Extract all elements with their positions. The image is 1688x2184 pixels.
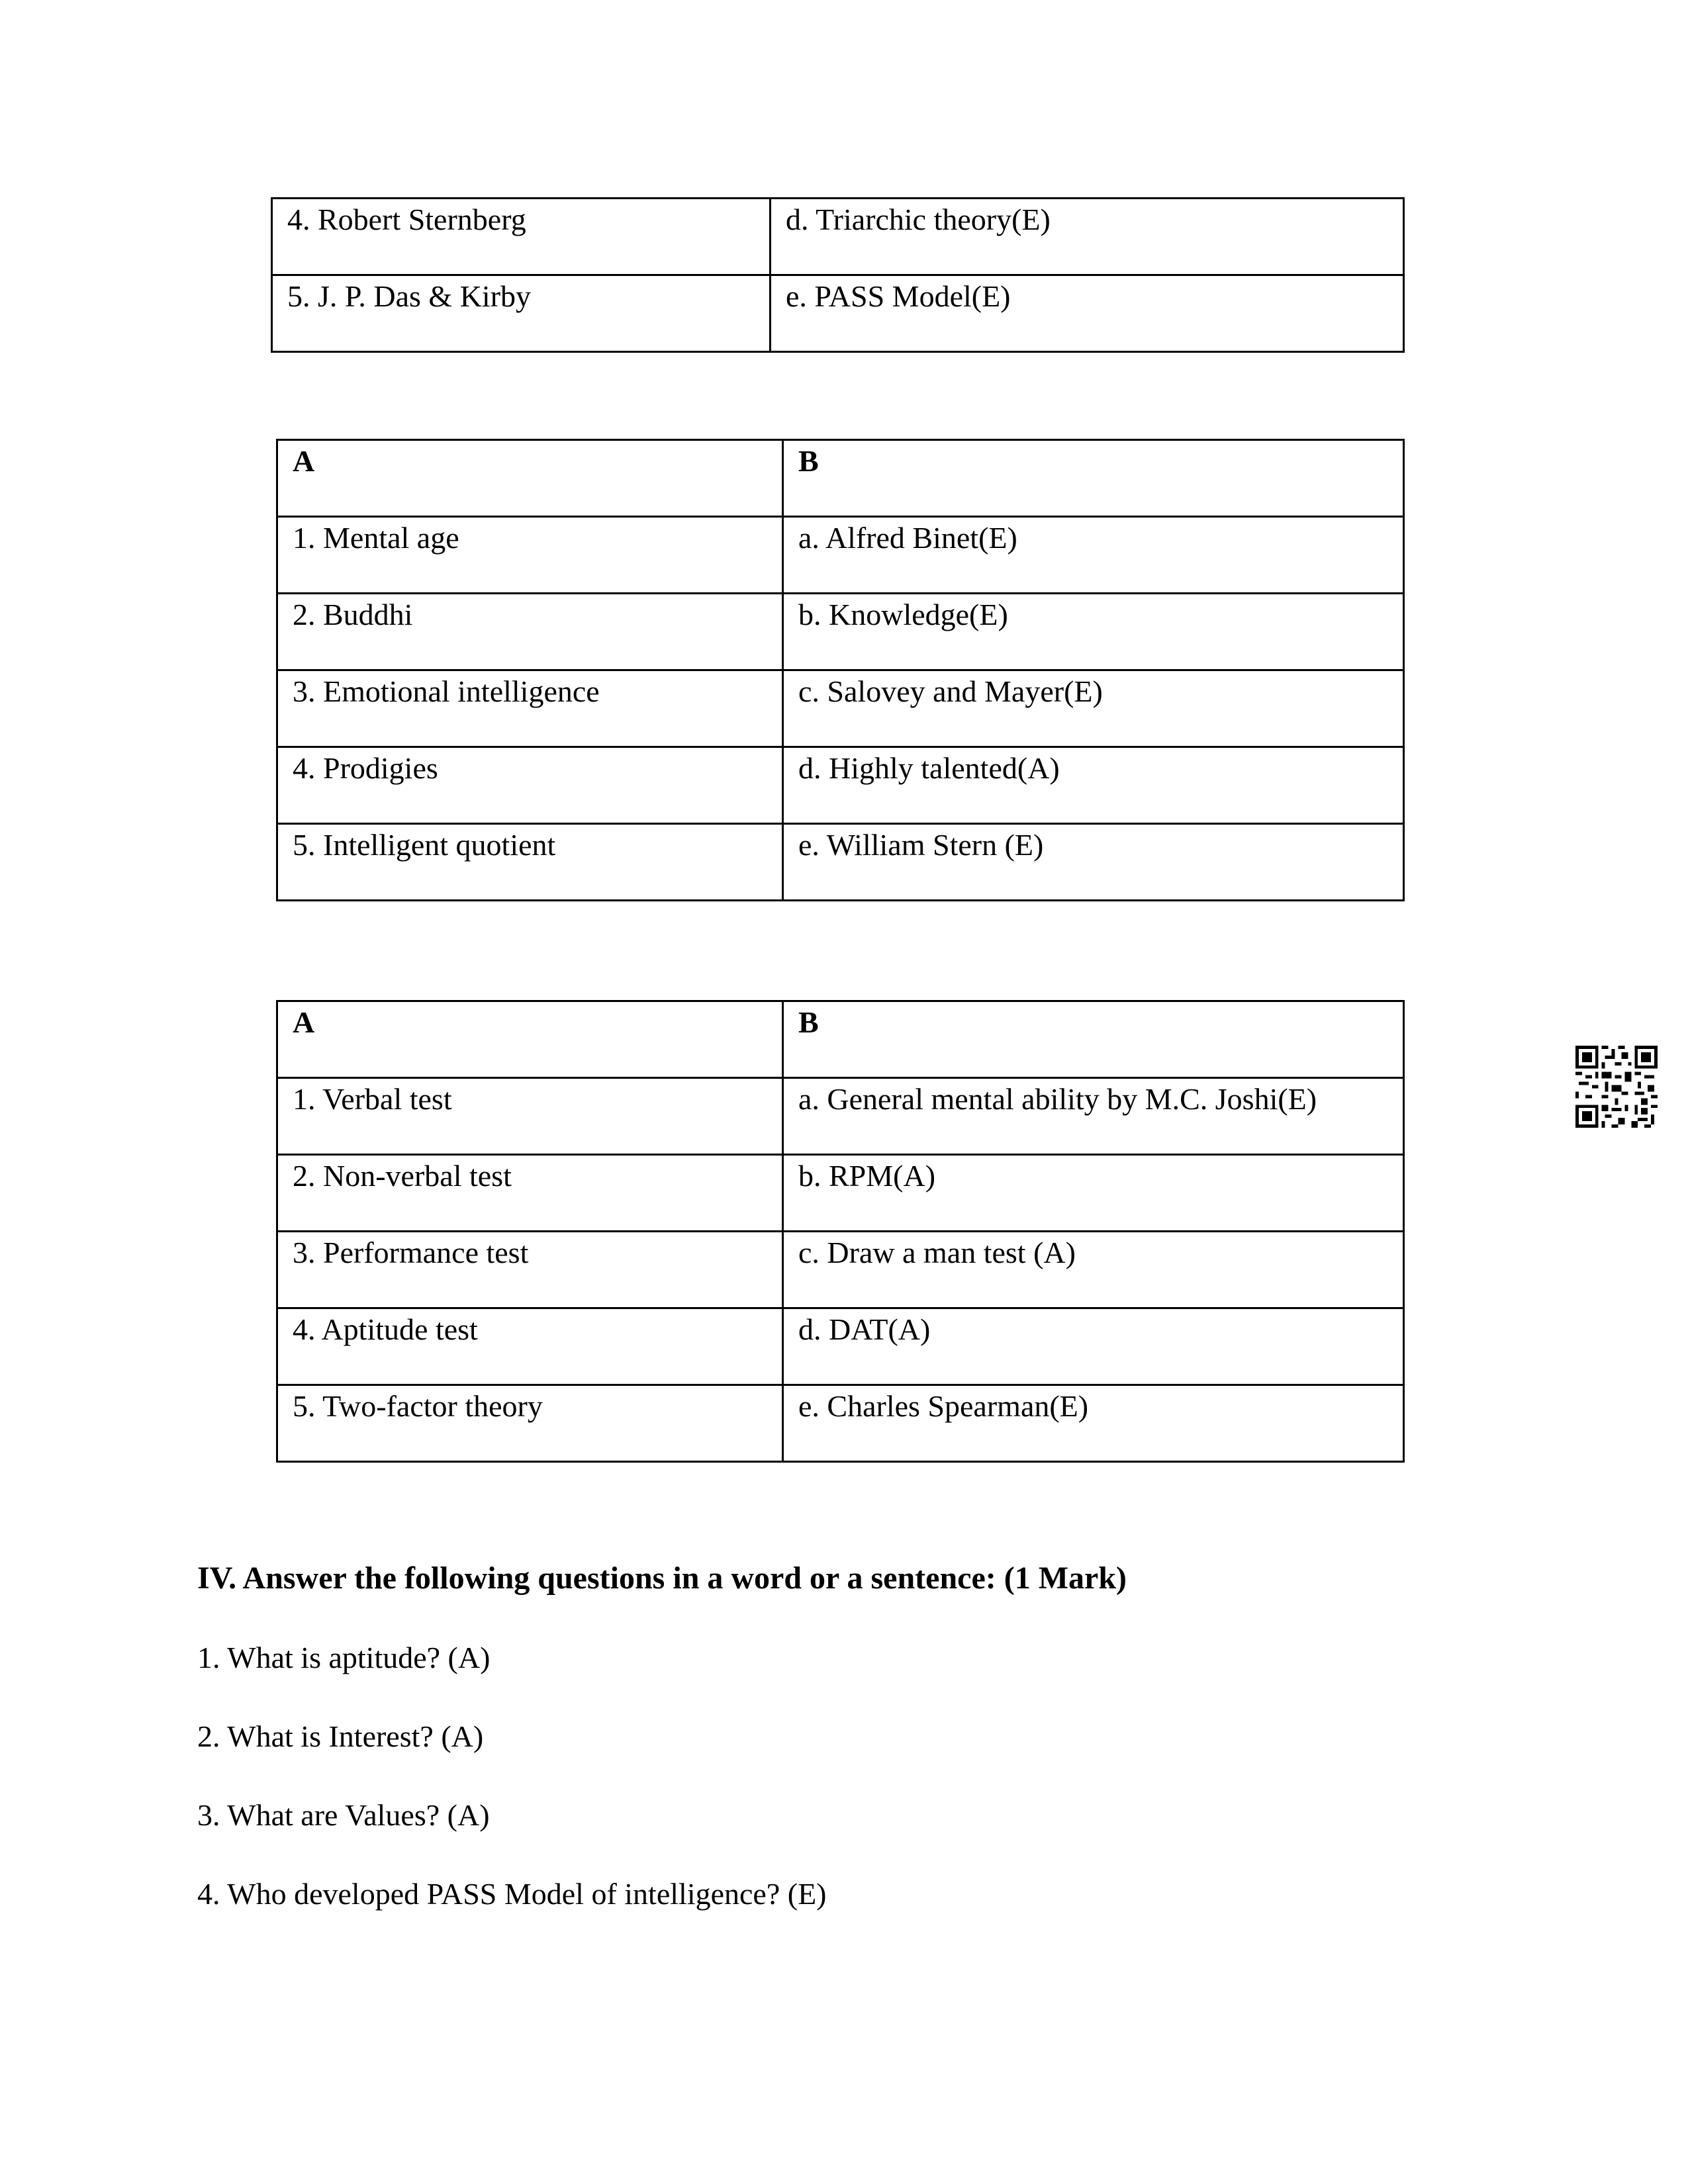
table-row bbox=[277, 1078, 1404, 1155]
table-row bbox=[277, 670, 1404, 747]
table-cell: 5. J. P. Das & Kirby bbox=[272, 275, 771, 352]
table-row bbox=[277, 747, 1404, 824]
table-row bbox=[277, 1385, 1404, 1462]
table-row bbox=[272, 199, 1404, 275]
question-item: 3. What are Values? (A) bbox=[197, 1798, 490, 1832]
table-row bbox=[277, 517, 1404, 594]
table-cell: e. Charles Spearman(E) bbox=[783, 1385, 1404, 1462]
column-header-b: B bbox=[783, 440, 1404, 517]
match-table-1 bbox=[271, 197, 1405, 353]
table-cell: b. RPM(A) bbox=[783, 1155, 1404, 1232]
question-item: 4. Who developed PASS Model of intelligence? (E) bbox=[197, 1877, 827, 1911]
table-cell: 3. Emotional intelligence bbox=[277, 670, 783, 747]
table-row bbox=[277, 594, 1404, 670]
match-table-2 bbox=[276, 439, 1405, 901]
table-header-row bbox=[277, 1001, 1404, 1078]
table-cell: d. Highly talented(A) bbox=[783, 747, 1404, 824]
table-header-row bbox=[277, 440, 1404, 517]
table-cell: 3. Performance test bbox=[277, 1232, 783, 1308]
table-row bbox=[277, 1155, 1404, 1232]
table-row bbox=[272, 275, 1404, 352]
table-cell: 4. Prodigies bbox=[277, 747, 783, 824]
match-table-3 bbox=[276, 1000, 1405, 1463]
table-row bbox=[277, 1232, 1404, 1308]
table-cell: b. Knowledge(E) bbox=[783, 594, 1404, 670]
table-row bbox=[277, 1308, 1404, 1385]
table-cell: 5. Two-factor theory bbox=[277, 1385, 783, 1462]
table-row bbox=[277, 824, 1404, 901]
table-cell: 4. Aptitude test bbox=[277, 1308, 783, 1385]
table-cell: 2. Non-verbal test bbox=[277, 1155, 783, 1232]
table-cell: c. Draw a man test (A) bbox=[783, 1232, 1404, 1308]
qr-code-icon bbox=[1575, 1046, 1658, 1128]
table-cell: c. Salovey and Mayer(E) bbox=[783, 670, 1404, 747]
table-cell: a. Alfred Binet(E) bbox=[783, 517, 1404, 594]
table-cell: a. General mental ability by M.C. Joshi(E) bbox=[783, 1078, 1404, 1155]
column-header-b: B bbox=[783, 1001, 1404, 1078]
section-heading: IV. Answer the following questions in a word or a sentence: (1 Mark) bbox=[197, 1561, 1127, 1596]
table-cell: d. DAT(A) bbox=[783, 1308, 1404, 1385]
table-cell: d. Triarchic theory(E) bbox=[771, 199, 1404, 275]
table-cell: e. William Stern (E) bbox=[783, 824, 1404, 901]
table-cell: 5. Intelligent quotient bbox=[277, 824, 783, 901]
table-cell: 2. Buddhi bbox=[277, 594, 783, 670]
column-header-a: A bbox=[277, 440, 783, 517]
table-cell: 4. Robert Sternberg bbox=[272, 199, 771, 275]
column-header-a: A bbox=[277, 1001, 783, 1078]
question-item: 2. What is Interest? (A) bbox=[197, 1719, 484, 1753]
table-cell: 1. Mental age bbox=[277, 517, 783, 594]
question-item: 1. What is aptitude? (A) bbox=[197, 1641, 491, 1674]
table-cell: e. PASS Model(E) bbox=[771, 275, 1404, 352]
table-cell: 1. Verbal test bbox=[277, 1078, 783, 1155]
